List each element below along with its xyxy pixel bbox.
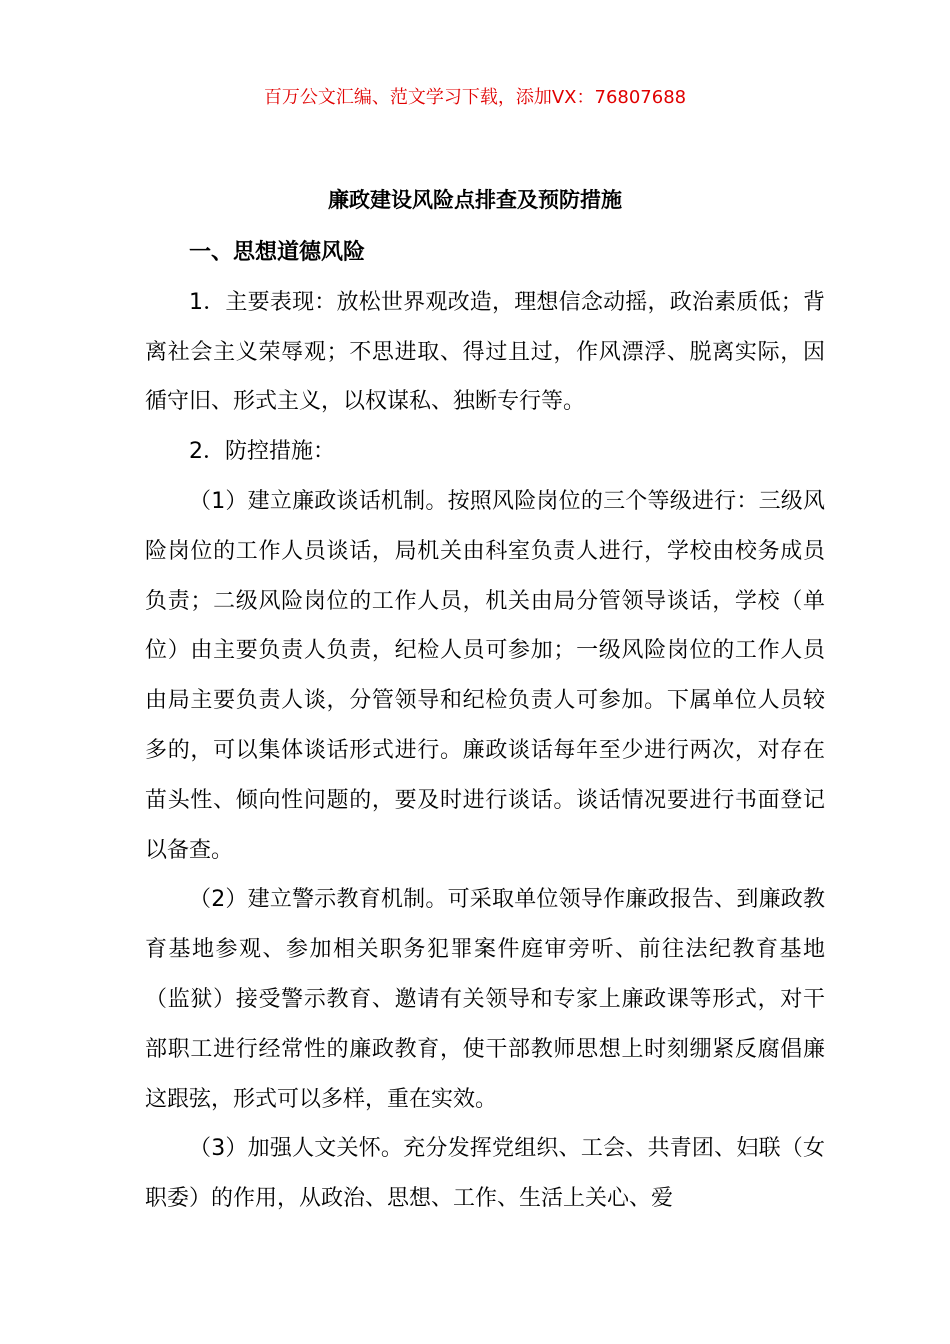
paragraph-measure-3: （3）加强人文关怀。充分发挥党组织、工会、共青团、妇联（女职委）的作用，从政治、思想、工作、生活上关心、爱 [145,1136,825,1212]
document-body [145,228,825,1224]
section-heading: 一、思想道德风险 [189,240,366,265]
paragraph-measure-2: （2）建立警示教育机制。可采取单位领导作廉政报告、到廉政教育基地参观、参加相关职务犯罪案件庭审旁听、前往法纪教育基地（监狱）接受警示教育、邀请有关领导和专家上廉政课等形式，对干部职工进行经常性的廉政教育，使干部教师思想上时刻绷紧反腐倡廉这跟弦，形式可以多样，重在实效。 [145,887,825,1112]
paragraph-main-manifestations: 1．主要表现：放松世界观改造，理想信念动摇，政治素质低；背离社会主义荣辱观；不思进取、得过且过，作风漂浮、脱离实际，因循守旧、形式主义，以权谋私、独断专行等。 [145,289,825,415]
paragraph-measure-1: （1）建立廉政谈话机制。按照风险岗位的三个等级进行：三级风险岗位的工作人员谈话，局机关由科室负责人进行，学校由校务成员负责；二级风险岗位的工作人员，机关由局分管领导谈话，学校（单位）由主要负责人负责，纪检人员可参加；一级风险岗位的工作人员由局主要负责人谈，分管领导和纪检负责人可参加。下属单位人员较多的，可以集体谈话形式进行。廉政谈话每年至少进行两次，对存在苗头性、倾向性问题的，要及时进行谈话。谈话情况要进行书面登记以备查。 [145,488,825,863]
paragraph-prevention-measures: 2．防控措施： [189,439,335,465]
document-title: 廉政建设风险点排查及预防措施 [328,188,622,212]
watermark-text: 百万公文汇编、范文学习下载，添加VX：76807688 [263,87,687,108]
